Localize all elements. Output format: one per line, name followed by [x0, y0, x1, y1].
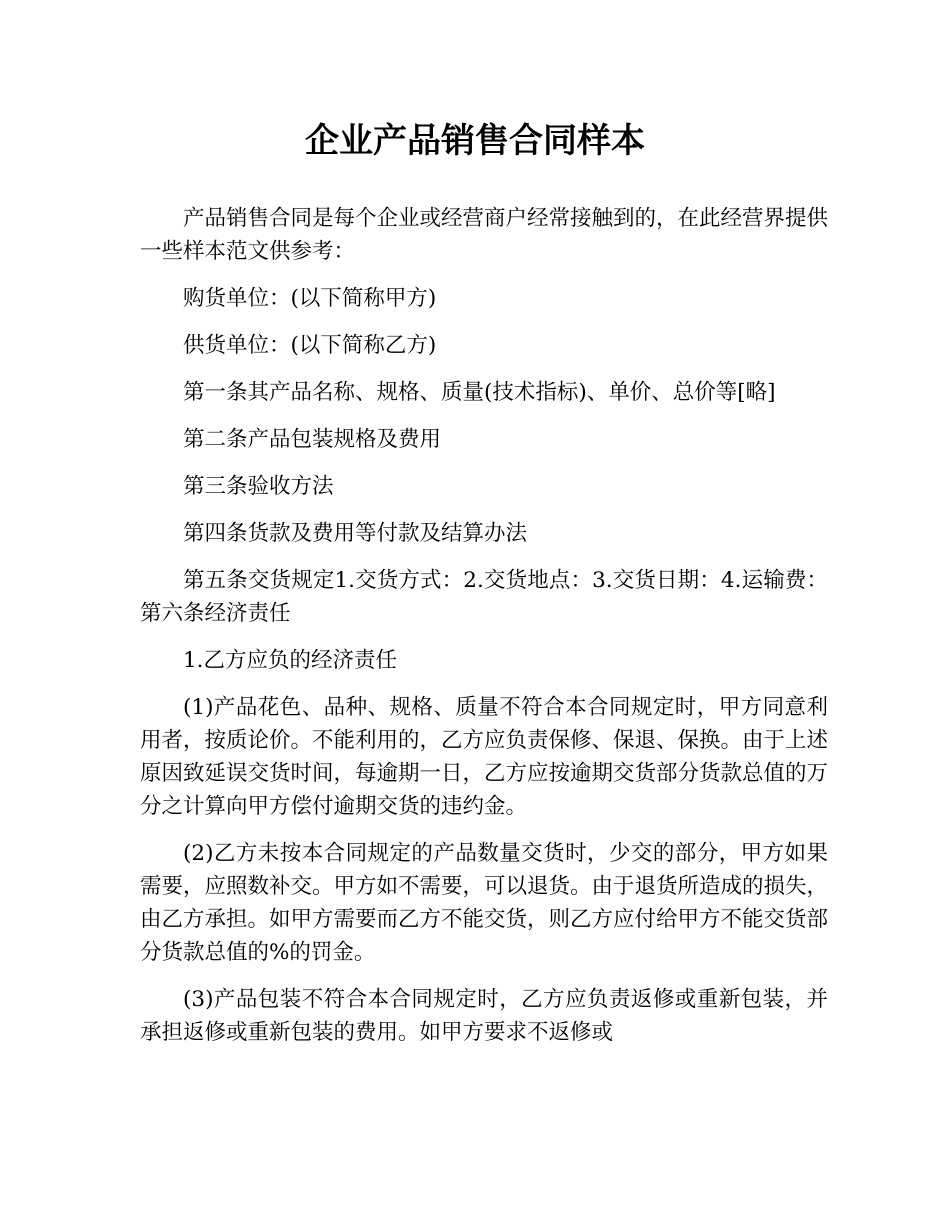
paragraph-article-1: 第一条其产品名称、规格、质量(技术指标)、单价、总价等[略] [183, 380, 776, 405]
paragraph-intro: 产品销售合同是每个企业或经营商户经常接触到的，在此经营界提供一些样本范文供参考： [140, 206, 829, 264]
paragraph-article-2: 第二条产品包装规格及费用 [183, 427, 442, 452]
paragraph-article-3: 第三条验收方法 [183, 474, 334, 499]
document-title: 企业产品销售合同样本 [305, 121, 645, 161]
paragraph-article-4: 第四条货款及费用等付款及结算办法 [183, 521, 528, 546]
paragraph-clause-2: (2)乙方未按本合同规定的产品数量交货时，少交的部分，甲方如果需要，应照数补交。甲方如不需要，可以退货。由于退货所造成的损失，由乙方承担。如甲方需要而乙方不能交货，则乙方应付给甲方不能交货部分货款总值的%的罚金。 [140, 841, 829, 965]
paragraph-supplier-liability: 1.乙方应负的经济责任 [183, 648, 398, 673]
paragraph-article-5: 第五条交货规定1.交货方式：2.交货地点：3.交货日期：4.运输费：第六条经济责任 [140, 568, 828, 626]
paragraph-clause-1: (1)产品花色、品种、规格、质量不符合本合同规定时，甲方同意利用者，按质论价。不能利用的，乙方应负责保修、保退、保换。由于上述原因致延误交货时间，每逾期一日，乙方应按逾期交货部分货款总值的万分之计算向甲方偿付逾期交货的违约金。 [140, 695, 829, 819]
paragraph-supplier: 供货单位：(以下简称乙方) [183, 333, 437, 358]
paragraph-clause-3: (3)产品包装不符合本合同规定时，乙方应负责返修或重新包装，并承担返修或重新包装的费用。如甲方要求不返修或 [140, 987, 828, 1045]
paragraph-buyer: 购货单位：(以下简称甲方) [183, 286, 437, 311]
document-body [140, 202, 828, 1063]
